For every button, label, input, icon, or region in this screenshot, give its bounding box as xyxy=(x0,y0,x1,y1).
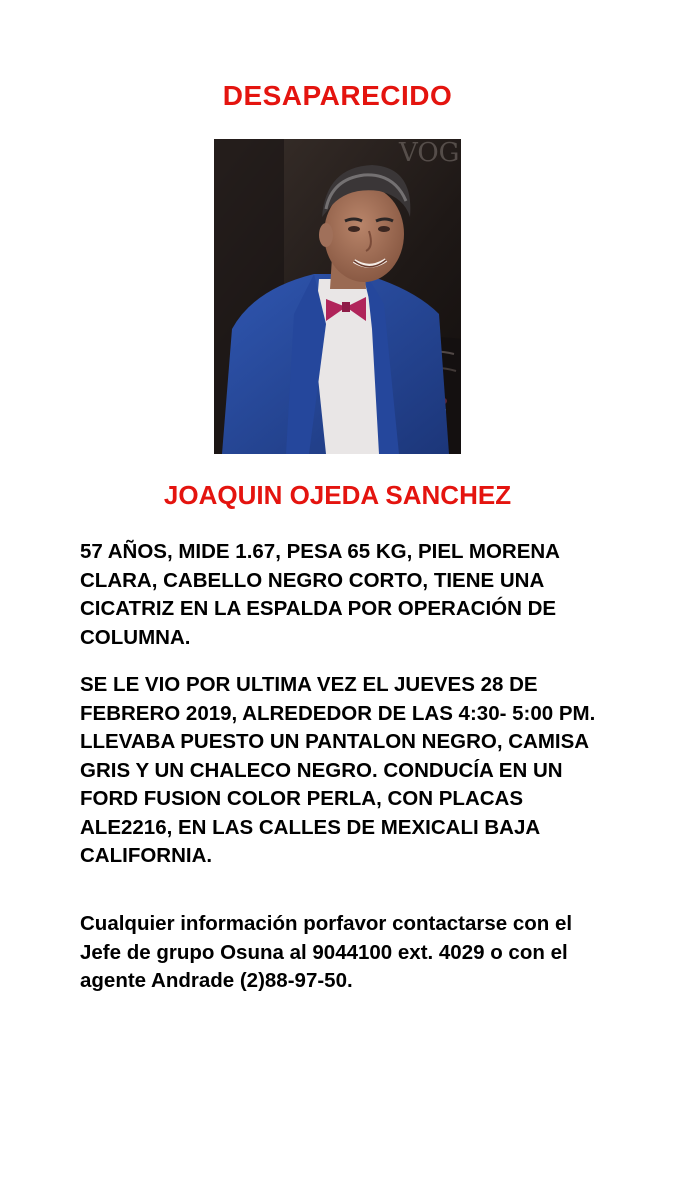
last-seen-details: SE LE VIO POR ULTIMA VEZ EL JUEVES 28 DE FEBRERO 2019, ALREDEDOR DE LAS 4:30- 5:00 PM. LLEVABA PUESTO UN PANTALON NEGRO, CAMISA GRIS Y UN CHALECO NEGRO. CONDUCÍA EN UN FORD FUSION COLOR PERLA, CON PLACAS ALE2216, EN LAS CALLES DE MEXICALI BAJA CALIFORNIA. xyxy=(80,673,596,867)
poster-headline: DESAPARECIDO xyxy=(222,80,453,111)
missing-person-photo xyxy=(214,139,461,454)
missing-person-name: JOAQUIN OJEDA SANCHEZ xyxy=(163,480,512,510)
physical-description: 57 AÑOS, MIDE 1.67, PESA 65 KG, PIEL MORENA CLARA, CABELLO NEGRO CORTO, TIENE UNA CICATRIZ EN LA ESPALDA POR OPERACIÓN DE COLUMNA. xyxy=(80,540,560,649)
contact-information: Cualquier información porfavor contactarse con el Jefe de grupo Osuna al 9044100 ext. 4029 o con el agente Andrade (2)88-97-50. xyxy=(80,912,573,992)
background-sign-text: VOG xyxy=(399,139,460,168)
